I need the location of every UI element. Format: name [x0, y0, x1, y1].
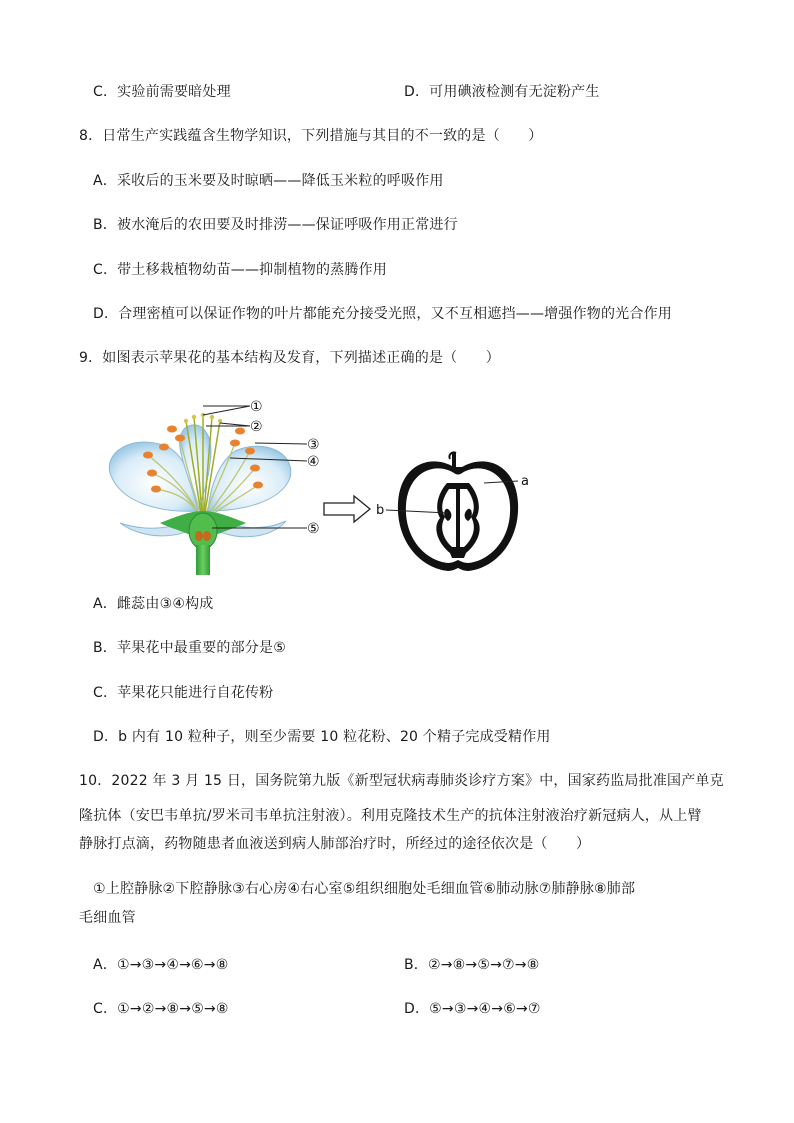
q10-list-line-2: 毛细血管: [79, 910, 136, 926]
q8-stem: 8．日常生产实践蕴含生物学知识，下列措施与其目的不一致的是（ ）: [79, 128, 543, 144]
q9-option-c: C．苹果花只能进行自花传粉: [93, 685, 274, 701]
q10-option-a: A．①→③→④→⑥→⑧: [93, 957, 229, 973]
label-b: b: [376, 503, 385, 518]
q9-option-a: A．雌蕊由③④构成: [93, 596, 214, 612]
label-5: ⑤: [307, 521, 320, 537]
q10-stem-line-3: 静脉打点滴，药物随患者血液送到病人肺部治疗时，所经过的途径依次是（ ）: [79, 836, 591, 852]
label-3: ③: [307, 437, 320, 453]
q10-stem-line-2: 隆抗体（安巴韦单抗/罗米司韦单抗注射液）。利用克隆技术生产的抗体注射液治疗新冠病人，从上臂: [79, 808, 702, 824]
flower-fruit-diagram: [100, 393, 560, 575]
label-a: a: [521, 474, 529, 489]
apple-flower-figure: [100, 393, 560, 575]
q8-option-b: B．被水淹后的农田要及时排涝——保证呼吸作用正常进行: [93, 217, 458, 233]
development-arrow-icon: [324, 496, 370, 522]
q8-option-c: C．带土移栽植物幼苗——抑制植物的蒸腾作用: [93, 262, 387, 278]
q10-list-line-1: ①上腔静脉②下腔静脉③右心房④右心室⑤组织细胞处毛细血管⑥肺动脉⑦肺静脉⑧肺部: [93, 881, 636, 897]
label-4: ④: [307, 454, 320, 470]
label-2: ②: [250, 419, 263, 435]
label-1: ①: [250, 399, 263, 415]
q7-option-d: D．可用碘液检测有无淀粉产生: [404, 84, 600, 100]
flower-base: [160, 511, 246, 575]
q10-option-b: B．②→⑧→⑤→⑦→⑧: [404, 957, 540, 973]
q9-option-d: D．b 内有 10 粒种子，则至少需要 10 粒花粉、20 个精子完成受精作用: [93, 729, 551, 745]
q10-stem-line-1: 10．2022 年 3 月 15 日，国务院第九版《新型冠状病毒肺炎诊疗方案》中，国家药监局批准国产单克: [79, 773, 724, 789]
q8-option-d: D．合理密植可以保证作物的叶片都能充分接受光照，又不互相遮挡——增强作物的光合作用: [93, 306, 672, 322]
q10-option-d: D．⑤→③→④→⑥→⑦: [404, 1001, 541, 1017]
q9-option-b: B．苹果花中最重要的部分是⑤: [93, 640, 286, 656]
q9-stem: 9．如图表示苹果花的基本结构及发育，下列描述正确的是（ ）: [79, 350, 500, 366]
q7-option-c: C．实验前需要暗处理: [93, 84, 231, 100]
q8-option-a: A．采收后的玉米要及时晾晒——降低玉米粒的呼吸作用: [93, 173, 444, 189]
q10-option-c: C．①→②→⑧→⑤→⑧: [93, 1001, 229, 1017]
